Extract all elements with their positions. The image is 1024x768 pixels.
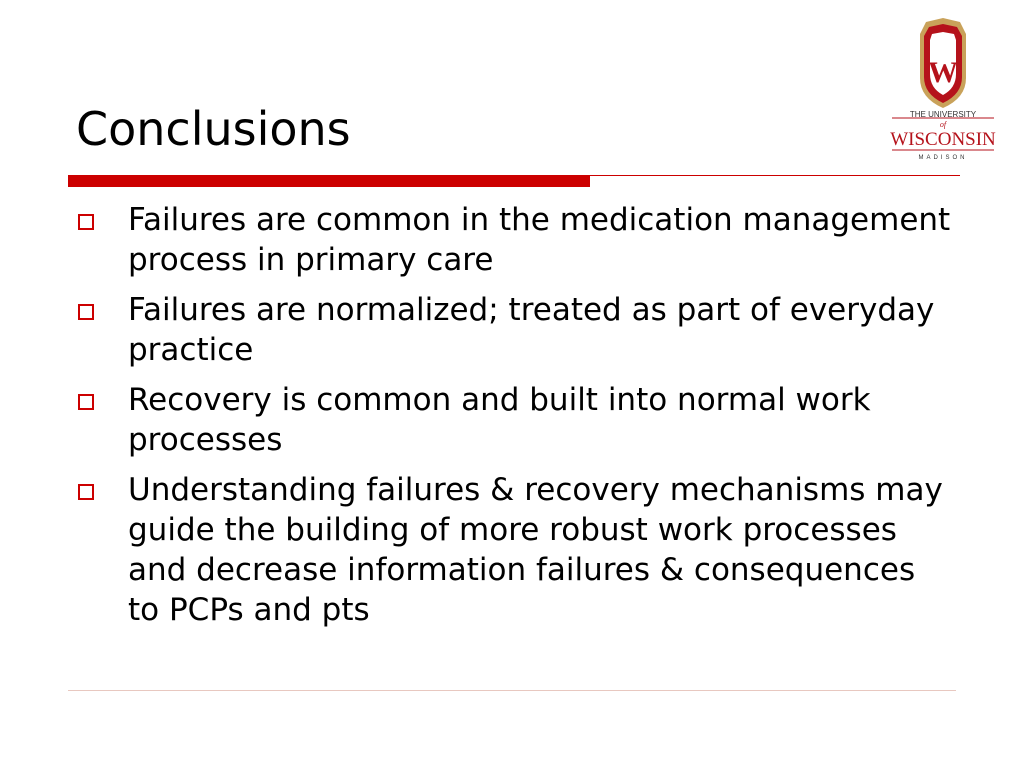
university-logo xyxy=(886,14,1000,162)
bullet-text: Failures are common in the medication management process in primary care xyxy=(128,202,951,278)
title-underline-thick xyxy=(68,175,590,187)
footer-divider xyxy=(68,690,956,691)
square-bullet-icon xyxy=(78,214,94,230)
bullet-item xyxy=(76,380,956,460)
bullet-text: Recovery is common and built into normal work processes xyxy=(128,382,871,458)
square-bullet-icon xyxy=(78,394,94,410)
bullet-item xyxy=(76,290,956,370)
logo-line-4: MADISON xyxy=(918,155,968,161)
crest-letter: W xyxy=(928,56,958,89)
bullet-item xyxy=(76,200,956,280)
square-bullet-icon xyxy=(78,304,94,320)
crest-icon xyxy=(920,18,966,108)
bullet-item xyxy=(76,470,956,630)
bullet-list xyxy=(76,200,956,640)
logo-line-1: THE UNIVERSITY xyxy=(909,110,977,119)
logo-line-2: of xyxy=(939,120,947,129)
square-bullet-icon xyxy=(78,484,94,500)
slide-title: Conclusions xyxy=(76,102,351,156)
bullet-text: Failures are normalized; treated as part of everyday practice xyxy=(128,292,935,368)
title-underline-thin xyxy=(590,175,960,176)
logo-line-3: WISCONSIN xyxy=(890,129,996,150)
bullet-text: Understanding failures & recovery mechanisms may guide the building of more robust work processes and decrease information failures & consequences to PCPs and pts xyxy=(128,472,943,628)
